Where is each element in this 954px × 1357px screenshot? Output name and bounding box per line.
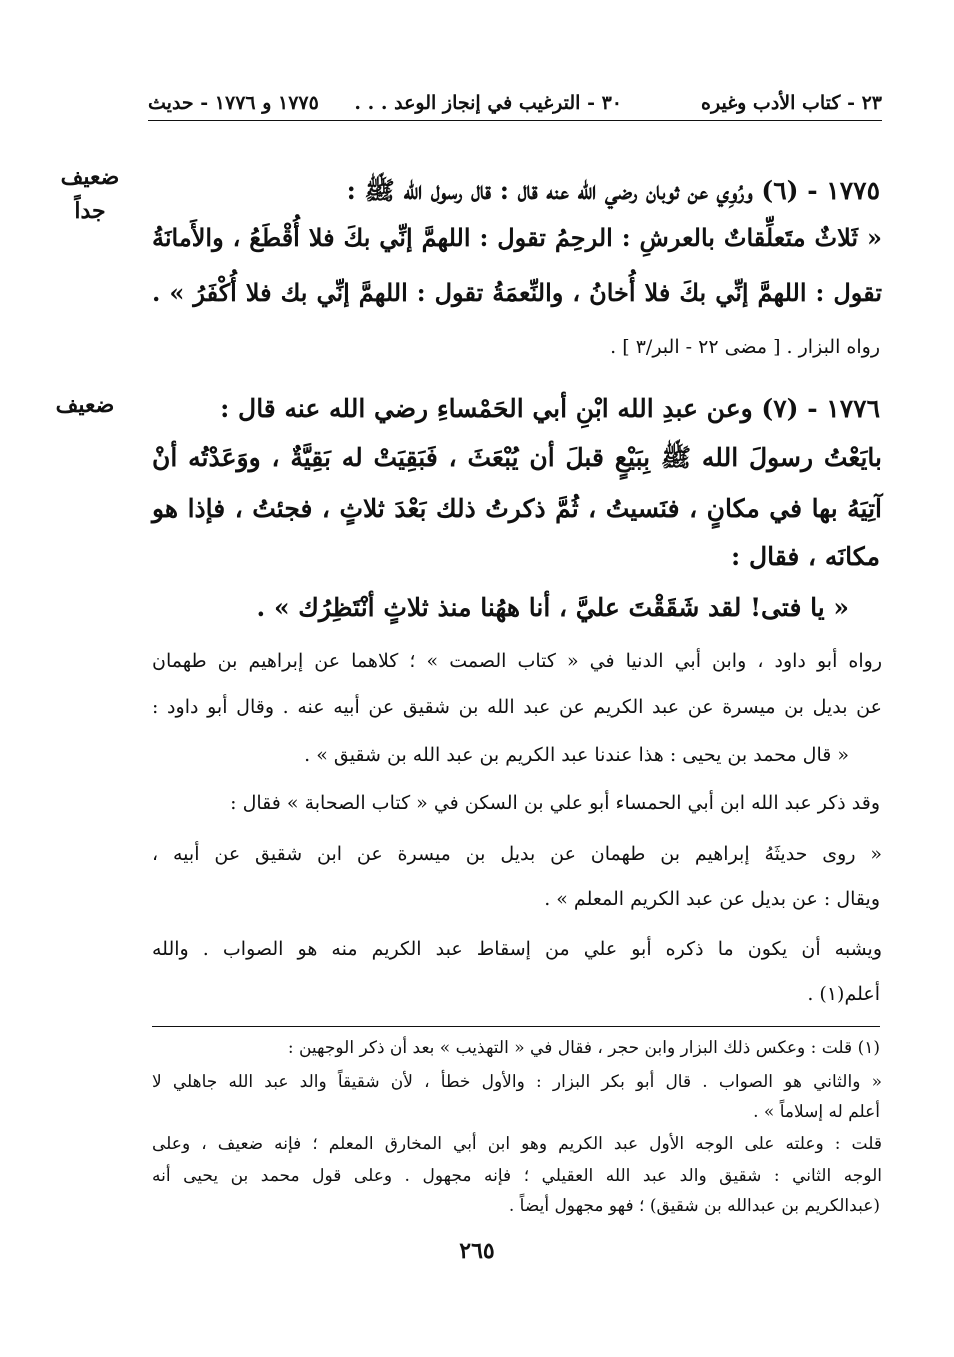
hadith-1776-commentary-line: رواه أبو داود ، وابن أبي الدنيا في « كتاب الصمت » ؛ كلاهما عن إبراهيم بن طهمان — [152, 650, 883, 672]
hadith-1776-commentary-line: « روى حديثَهُ إبراهيم بن طهمان عن بديل بن ميسرة عن ابن شقيق عن أبيه ، — [152, 843, 882, 865]
footnote-line: « والثاني هو الصواب . قال أبو بكر البزار : والأول خطأ ، لأن شقيقاً والد عبد الله جاهلي لا — [152, 1072, 882, 1092]
footnote-line: (١) قلت : وعكس ذلك البزار وابن حجر ، فقال في « التهذيب » بعد أن ذكر الوجهين : — [287, 1038, 880, 1058]
hadith-1776-text-line: مكانَه ، فقال : — [731, 542, 880, 571]
hadith-1776-commentary-line: عن بديل بن ميسرة عن عبد الكريم عن عبد الله بن شقيق عن أبيه عنه . وقال أبو داود : — [152, 696, 882, 718]
hadith-1776-text-line: آتِيَهُ بها في مكانٍ ، فنَسيتُ ، ثُمَّ ذكرتُ ذلك بَعْدَ ثلاثٍ ، فجئتُ ، فإذا هو — [152, 494, 882, 523]
footnote-line: الوجه الثاني : شقيق والد عبد الله العقيلي ؛ فإنه مجهول . وعلى قول محمد بن يحيى أنه — [152, 1166, 882, 1186]
header-chapter: ٢٣ - كتاب الأدب وغيره — [701, 92, 882, 114]
footnote-divider — [152, 1026, 880, 1027]
grade-label-1775 — [50, 160, 130, 228]
hadith-1775-heading: ١٧٧٥ - (٦) ورُوِي عن ثوبان رضي الله عنه قال : قال رسول الله ﷺ : — [346, 176, 880, 205]
hadith-1776-text-line: بايَعْتُ رسولَ الله ﷺ بِبَيْعٍ قبلَ أن يُبْعَثَ ، فَبَقِيَتْ له بَقِيَّةٌ ، ووَعَدْتُه أنْ — [152, 443, 882, 472]
footnote-line: أعلم له إسلاماً » . — [753, 1102, 880, 1122]
hadith-1776-heading: ١٧٧٦ - (٧) وعن عبدِ الله ابْنِ أبي الحَمْساءِ رضي الله عنه قال : — [220, 394, 880, 423]
hadith-1776-commentary-line: ويشبه أن يكون ما ذكره أبو علي من إسقاط عبد الكريم منه هو الصواب . والله — [152, 938, 882, 960]
grade-label-line: ضعيف — [60, 164, 120, 190]
grade-label-line: جداً — [74, 198, 106, 224]
running-header — [148, 88, 882, 121]
hadith-1776-commentary-line: « قال محمد بن يحيى : هذا عندنا عبد الكريم بن عبد الله بن شقيق » . — [304, 744, 849, 766]
grade-label-line: ضعيف — [55, 392, 115, 418]
hadith-1775-source: رواه البزار . [ مضى ٢٢ - البر/٣ ] . — [610, 336, 880, 358]
hadith-1776-quote: « يا فتى! لقد شَقَقْتَ عليَّ ، أنا ههُنا منذ ثلاثٍ أنْتَظِرُك » . — [256, 593, 849, 622]
hadith-1776-commentary-line: ويقال : عن بديل عن عبد الكريم المعلم » . — [544, 888, 880, 910]
hadith-1775-text-line: « ثَلاثٌ متَعلِّقاتٌ بالعرشِ : الرحِمُ تقول : اللهمَّ إنِّي بكَ فلا أُقْطَعُ ، والأَمانَةُ — [152, 223, 882, 252]
hadith-1776-commentary-line: وقد ذكر عبد الله ابن أبي الحمساء أبو علي بن السكن في « كتاب الصحابة » فقال : — [230, 792, 880, 814]
hadith-1775-text-line: تقول : اللهمَّ إنِّي بكَ فلا أُخانُ ، والنِّعمَةُ تقول : اللهمَّ إنِّي بك فلا أُكْفَرُ » . — [152, 278, 882, 307]
footnote-line: قلت : وعلته على الوجه الأول عبد الكريم وهو ابن أبي المخارق المعلم ؛ فإنه ضعيف ، وعلى — [152, 1134, 882, 1154]
footnote-line: (عبدالكريم بن عبدالله بن شقيق) ؛ فهو مجهول أيضاً . — [508, 1196, 880, 1216]
header-section: ٣٠ - الترغيب في إنجاز الوعد . . . — [354, 92, 622, 114]
header-hadith-range: ١٧٧٥ و ١٧٧٦ - حديث — [148, 92, 319, 114]
page-number: ٢٦٥ — [459, 1238, 495, 1264]
hadith-1776-commentary-line: أعلم(١) . — [807, 983, 880, 1005]
grade-label-1776 — [48, 392, 122, 418]
